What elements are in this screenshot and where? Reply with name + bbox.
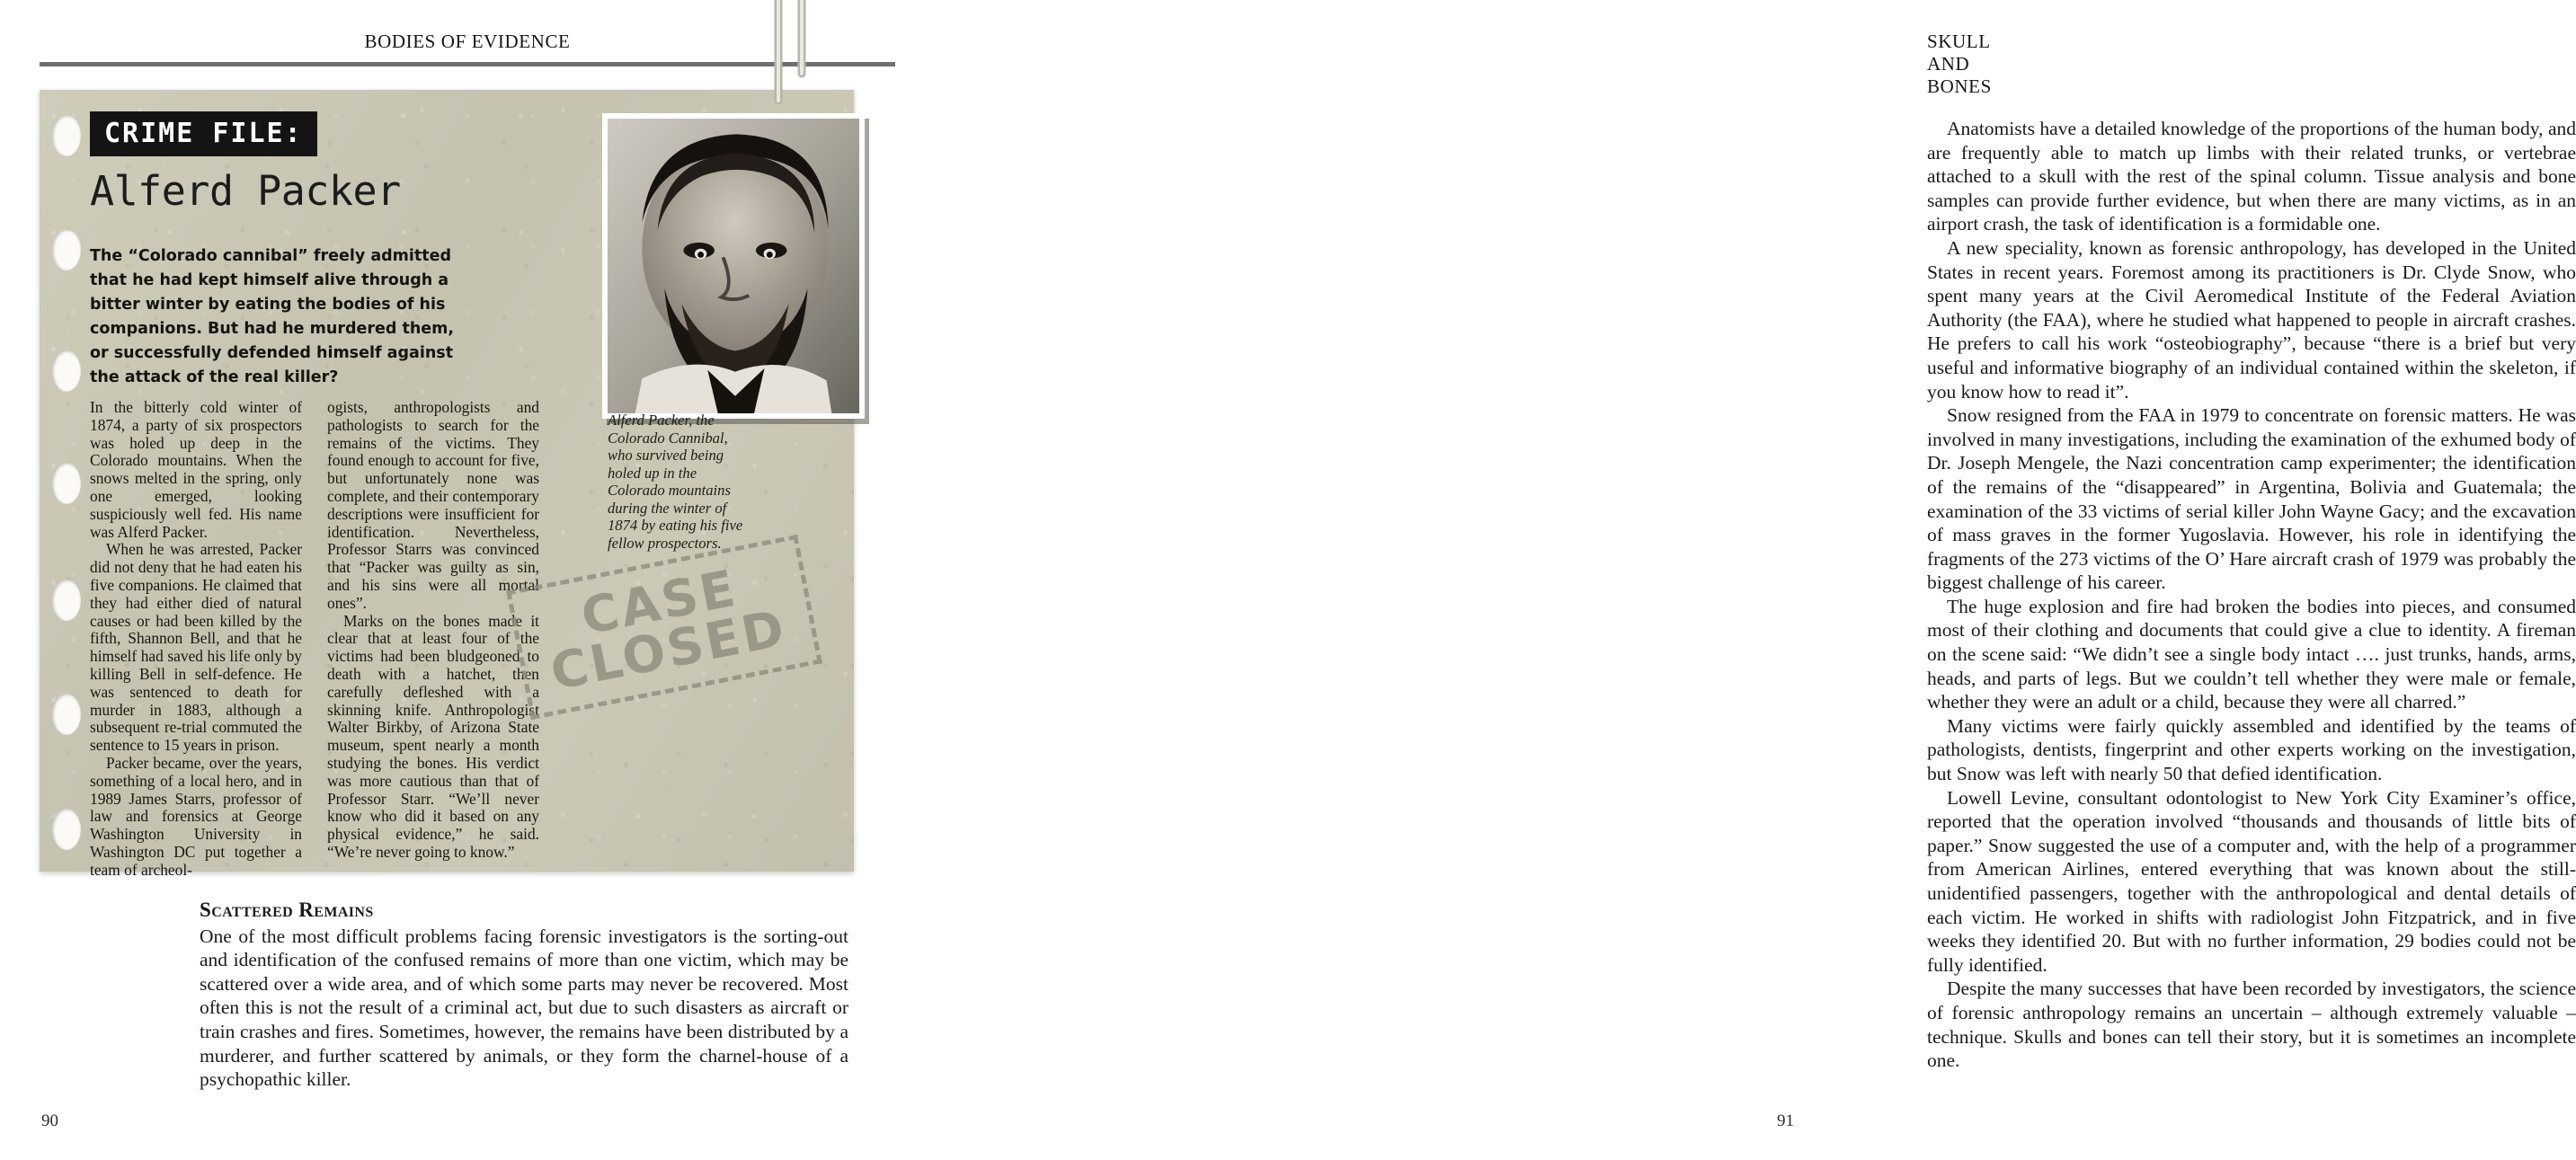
left-page [0,0,920,1160]
crime-file-column-two [327,399,539,862]
case-closed-stamp: CASE CLOSED [506,535,822,720]
page-number-left: 90 [41,1111,58,1130]
punch-hole [52,463,81,504]
portrait-illustration [608,119,859,413]
scattered-remains-section [200,899,848,1092]
punch-hole [52,580,81,621]
section-heading: Scattered Remains [200,899,374,921]
paragraph: Marks on the bones made it clear that at least four of the victims had been bludgeoned to death with a hatchet, then carefully defleshed with a skinning knife. Anthropologist Walter Birkby, of Arizona State museum, spent nearly a month studying the bones. His verdict was more cautious than that of Professor Starr. “We’ll never know who did it based on any physical evidence,” he said. “We’re never going to know.” [327,611,539,861]
crime-file-tag: CRIME FILE: [90,111,317,156]
paragraph: The huge explosion and fire had broken the bodies into pieces, and consumed most of their clothing and documents that could give a clue to identity. A fireman on the scene said: “We didn’t see a single body intact …. just trunks, hands, arms, heads, and parts of legs. But we couldn’t tell whether they were male or female, whether they were an adult or a child, because they were all charred.” [1927,595,2576,713]
punch-hole [52,809,81,850]
punch-hole [52,694,81,735]
right-page-body [1927,117,2576,1073]
punch-hole [52,229,81,270]
punch-hole [52,115,81,156]
paragraph: Snow resigned from the FAA in 1979 to concentrate on forensic matters. He was involved in many investigations, including the examination of the exhumed body of Dr. Joseph Mengele, the Nazi concentration camp experimenter; the identification of the remains of the “disappeared” in Argentina, Bolivia and Guatemala; the examination of the 33 victims of serial killer John Wayne Gacy; and the excavation of mass graves in the former Yugoslavia. However, his role in identifying the fragments of the 273 victims of the O’ Hare aircraft crash of 1979 was probably the biggest challenge of his career. [1927,404,2576,594]
photo-caption: Alferd Packer, the Colorado Cannibal, who survived being holed up in the Colorado mountains during the winter of 1874 by eating his five fellow prospectors. [608,412,743,552]
paragraph: In the bitterly cold winter of 1874, a party of six prospectors was holed up deep in the Colorado mountains. When the snows melted in the spring, only one emerged, looking suspiciously well fed. His name was Alferd Packer. [90,398,302,541]
paragraph: Lowell Levine, consultant odontologist to New York City Examiner’s office, reported that the operation involved “thousands and thousands of little bits of paper.” Snow suggested the use of a computer and, with the help of a programmer from American Airlines, entered everything that was known about the still-unidentified passengers, together with the anthropological and dental details of each victim. He worked in shifts with radiologist John Fitzpatrick, and in five weeks they identified 20. But with no further information, 29 bodies could not be fully identified. [1927,786,2576,976]
paragraph: Anatomists have a detailed knowledge of the proportions of the human body, and are frequently able to match up limbs with their related trunks, or vertebrae attached to a skull with the rest of the spinal column. Tissue analysis and bone samples can provide further evidence, but when there are many victims, as in an airport crash, the task of identification is a formidable one. [1927,118,2576,235]
crime-file-standfirst: The “Colorado cannibal” freely admitted that he had kept himself alive through a bitter winter by eating the bodies of his companions. But had he murdered them, or successfully defended himself against the attack of the real killer? [90,247,455,386]
paragraph: A new speciality, known as forensic anthropology, has developed in the United States in recent years. Foremost among its practitioners is Dr. Clyde Snow, who spent many years at the Civil Aeromedical Institute of the Federal Aviation Authority (the FAA), where he studied what happened to people in aircraft crashes. He prefers to call his work “osteobiography”, because “there is a brief but very useful and informative biography of an individual contained within the skeleton, if you know how to read it”. [1927,236,2576,403]
crime-file-subject-name: Alferd Packer [90,167,401,215]
crime-file-card [40,90,854,879]
punch-hole [52,350,81,392]
running-head-left: BODIES OF EVIDENCE [364,31,571,52]
paragraph: ogists, anthropologists and pathologists to search for the remains of the victims. They found enough to account for five, but unfortunately none was complete, and their contemporary descriptions were insufficient for identification. Nevertheless, Professor Starrs was convinced that “Packer was guilty as sin, and his sins were all mortal ones”. [327,398,539,612]
subject-photograph [602,113,865,419]
paperclip-icon [751,0,805,110]
paragraph: Packer became, over the years, something of a local hero, and in 1989 James Starrs, professor of law and forensics at George Washington University in Washington DC put together a team of archeol- [90,753,302,879]
page-number-right: 91 [1777,1111,1794,1130]
paragraph: Many victims were fairly quickly assembled and identified by the teams of pathologists, dentists, fingerprint and other experts working on the investigation, but Snow was left with nearly 50 that defied identification. [1927,714,2576,785]
right-page: SKULL AND BONES Anatomists have a detailed knowledge of the proportions of the human body, and are frequently able to match up limbs with their related trunks, or vertebrae attached to a skull with the rest of the spinal column. Tissue analysis and bone samples can provide further evidence, but when there are many victims, as in an airport crash, the task of identification is a formidable one. A new speciality, known as forensic anthropology, has developed in the United States in recent years. Foremost among its practitioners is Dr. Clyde Snow, who spent many years at the Civil Aeromedical Institute of the Federal Aviation Authority (the FAA), where he studied what happened to people in aircraft crashes. He prefers to call his work “osteobiography”, because “there is a brief but very useful and informative biography of an individual contained within the skeleton, if you know how to read it”. Snow resigned from the FAA in 1979 to concentrate on forensic matters. He was involved in many investigations, including the examination of the exhumed body of Dr. Joseph Mengele, the Nazi concentration camp experimenter; the identification of the remains of the “disappeared” in Argentina, Bolivia and Guatemala; the examination of the 33 victims of serial killer John Wayne Gacy; and the excavation of mass graves in the former Yugoslavia. However, his role in identifying the fragments of the 273 victims of the O’ Hare aircraft crash of 1979 was probably the biggest challenge of his career. The huge explosion and fire had broken the bodies into pieces, and consumed most of their clothing and documents that could give a clue to identity. A fireman on the scene said: “We didn’t see a single body intact …. just trunks, hands, arms, heads, and parts of legs. But we couldn’t tell whether they were male or female, whether they were an adult or a child, because they were all charred.” Many victims were fairly quickly assembled and identified by the teams of pathologists, dentists, fingerprint and other experts working on the investigation, but Snow was left with nearly 50 that defied identification. Lowell Levine, consultant odontologist to New York City Examiner’s office, reported that the operation involved “thousands and thousands of little bits of paper.” Snow suggested the use of a computer and, with the help of a programmer from American Airlines, entered everything that was known about the still-unidentified passengers, together with the anthropological and dental details of each victim. He worked in shifts with radiologist John Fitzpatrick, and in five weeks they identified 20. But with no further information, 29 bodies could not be fully identified. Despite the many successes that have been recorded by investigators, the science of forensic anthropology remains an uncertain – although extremely valuable – technique. Skulls and bones can tell their story, but it is sometimes an incomplete one. 91 [1777,31,2576,1130]
paragraph: Despite the many successes that have been recorded by investigators, the science of forensic anthropology remains an uncertain – although extremely valuable – technique. Skulls and bones can tell their story, but it is sometimes an incomplete one. [1927,978,2576,1072]
section-body: One of the most difficult problems facing forensic investigators is the sorting-out and identification of the confused remains of more than one victim, which may be scattered over a wide area, and of which some parts may never be recovered. Most often this is not the result of a criminal act, but due to such disasters as aircraft or train crashes and fires. Sometimes, however, the remains have been distributed by a murderer, and further scattered by animals, or they form the charnel-house of a psychopathic killer. [200,925,848,1091]
crime-file-column-one [90,399,302,880]
paragraph: When he was arrested, Packer did not deny that he had eaten his five companions. He claimed that they had either died of natural causes or had been killed by the fifth, Shannon Bell, and that he himself had saved his life only by killing Bell in self-defence. He was sentenced to death for murder in 1883, although a subsequent re-trial commuted the sentence to 15 years in prison. [90,540,302,755]
